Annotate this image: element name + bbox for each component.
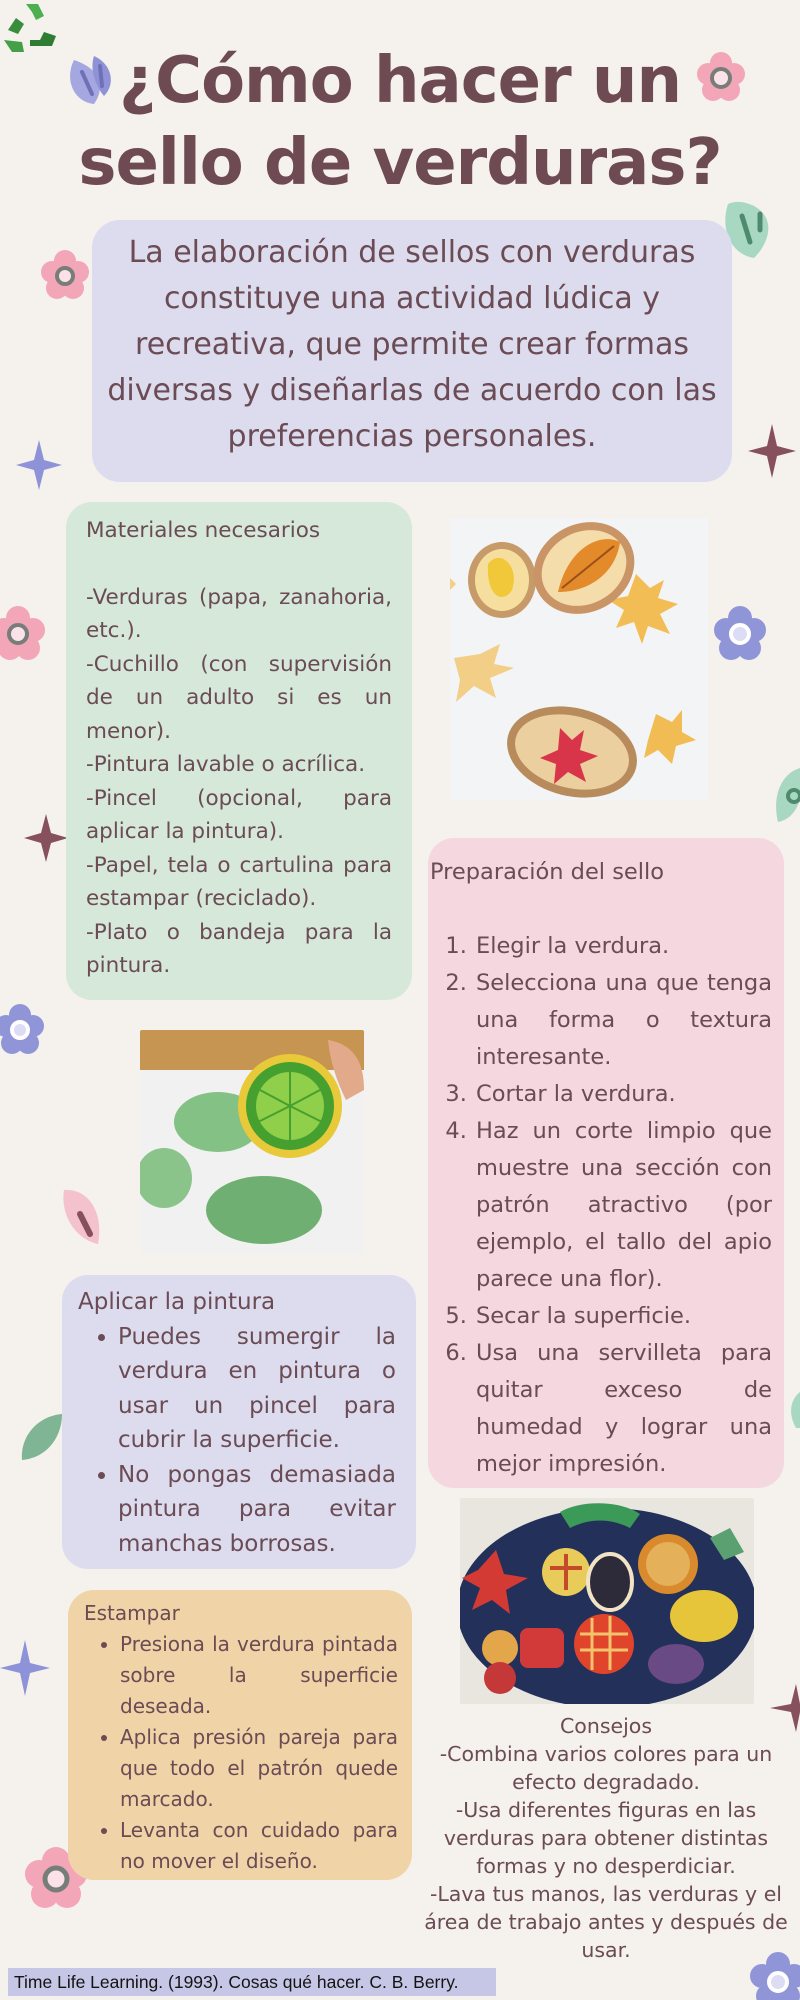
- stamping-card: [68, 1590, 412, 1880]
- flower-icon: [0, 604, 46, 664]
- materials-item: -Pincel (opcional, para aplicar la pintura).: [86, 785, 392, 844]
- materials-item: -Cuchillo (con supervisión de un adulto si es un menor).: [86, 651, 392, 744]
- tips-section: [420, 1712, 792, 1964]
- sparkle-icon: [16, 440, 62, 490]
- preparation-step: 6. Usa una servilleta para quitar exceso de humedad y lograr una mejor impresión.: [474, 1335, 772, 1483]
- leaf-icon: [58, 1184, 106, 1248]
- vegetable-stamps-photo: [460, 1498, 754, 1704]
- flower-icon: [40, 248, 90, 304]
- materials-item: -Verduras (papa, zanahoria, etc.).: [86, 584, 392, 643]
- apply-paint-heading: Aplicar la pintura: [78, 1289, 276, 1315]
- tips-item: -Combina varios colores para un efecto degradado.: [439, 1742, 773, 1794]
- tips-item: -Lava tus manos, las verduras y el área de trabajo antes y después de usar.: [424, 1882, 788, 1962]
- stamping-item: • Levanta con cuidado para no mover el diseño.: [120, 1815, 398, 1877]
- stamping-item: • Aplica presión pareja para que todo el patrón quede marcado.: [120, 1722, 398, 1815]
- leaf-icon: [786, 1390, 800, 1430]
- preparation-card: [428, 838, 784, 1488]
- preparation-step: 4. Haz un corte limpio que muestre una sección con patrón atractivo (por ejemplo, el tallo del apio parece una flor).: [474, 1113, 772, 1298]
- tips-heading: Consejos: [559, 1714, 653, 1738]
- flower-icon: [0, 1002, 44, 1060]
- page-title: ¿Cómo hacer un sello de verduras?: [78, 44, 722, 200]
- materials-item: -Pintura lavable o acrílica.: [86, 752, 366, 777]
- leaf-icon: [768, 764, 800, 828]
- tips-item: -Usa diferentes figuras en las verduras para obtener distintas formas y no desperdiciar.: [443, 1798, 769, 1878]
- preparation-step: 2. Selecciona una que tenga una forma o textura interesante.: [474, 965, 772, 1076]
- lemon-stamp-photo: [140, 1030, 364, 1254]
- apply-paint-item: • Puedes sumergir la verdura en pintura o usar un pincel para cubrir la superficie.: [118, 1320, 396, 1458]
- materials-heading: Materiales necesarios: [86, 518, 321, 543]
- materials-card: [66, 502, 412, 1000]
- materials-item: -Papel, tela o cartulina para estampar (reciclado).: [86, 852, 392, 911]
- intro-text: La elaboración de sellos con verduras constituye una actividad lúdica y recreativa, que permite crear formas diversas y diseñarlas de acuerdo con las preferencias personales.: [92, 220, 732, 482]
- apply-paint-item: • No pongas demasiada pintura para evitar manchas borrosas.: [118, 1458, 396, 1562]
- sparkle-icon: [0, 1640, 50, 1696]
- materials-item: -Plato o bandeja para la pintura.: [86, 919, 392, 978]
- flower-icon: [712, 604, 768, 664]
- sparkle-icon: [24, 814, 68, 862]
- potato-stamps-photo: [450, 518, 708, 800]
- apply-paint-card: [62, 1275, 416, 1569]
- stamping-heading: Estampar: [84, 1601, 180, 1625]
- leaf-icon: [18, 1412, 64, 1462]
- preparation-heading: Preparación del sello: [430, 859, 665, 885]
- preparation-step: 3. Cortar la verdura.: [474, 1076, 772, 1113]
- recycle-icon: [0, 0, 60, 60]
- preparation-step: 1. Elegir la verdura.: [474, 928, 772, 965]
- preparation-step: 5. Secar la superficie.: [474, 1298, 772, 1335]
- stamping-item: • Presiona la verdura pintada sobre la superficie deseada.: [120, 1629, 398, 1722]
- sparkle-icon: [748, 424, 796, 478]
- preparation-steps: [430, 928, 772, 1483]
- citation: Time Life Learning. (1993). Cosas qué hacer. C. B. Berry.: [8, 1968, 496, 1996]
